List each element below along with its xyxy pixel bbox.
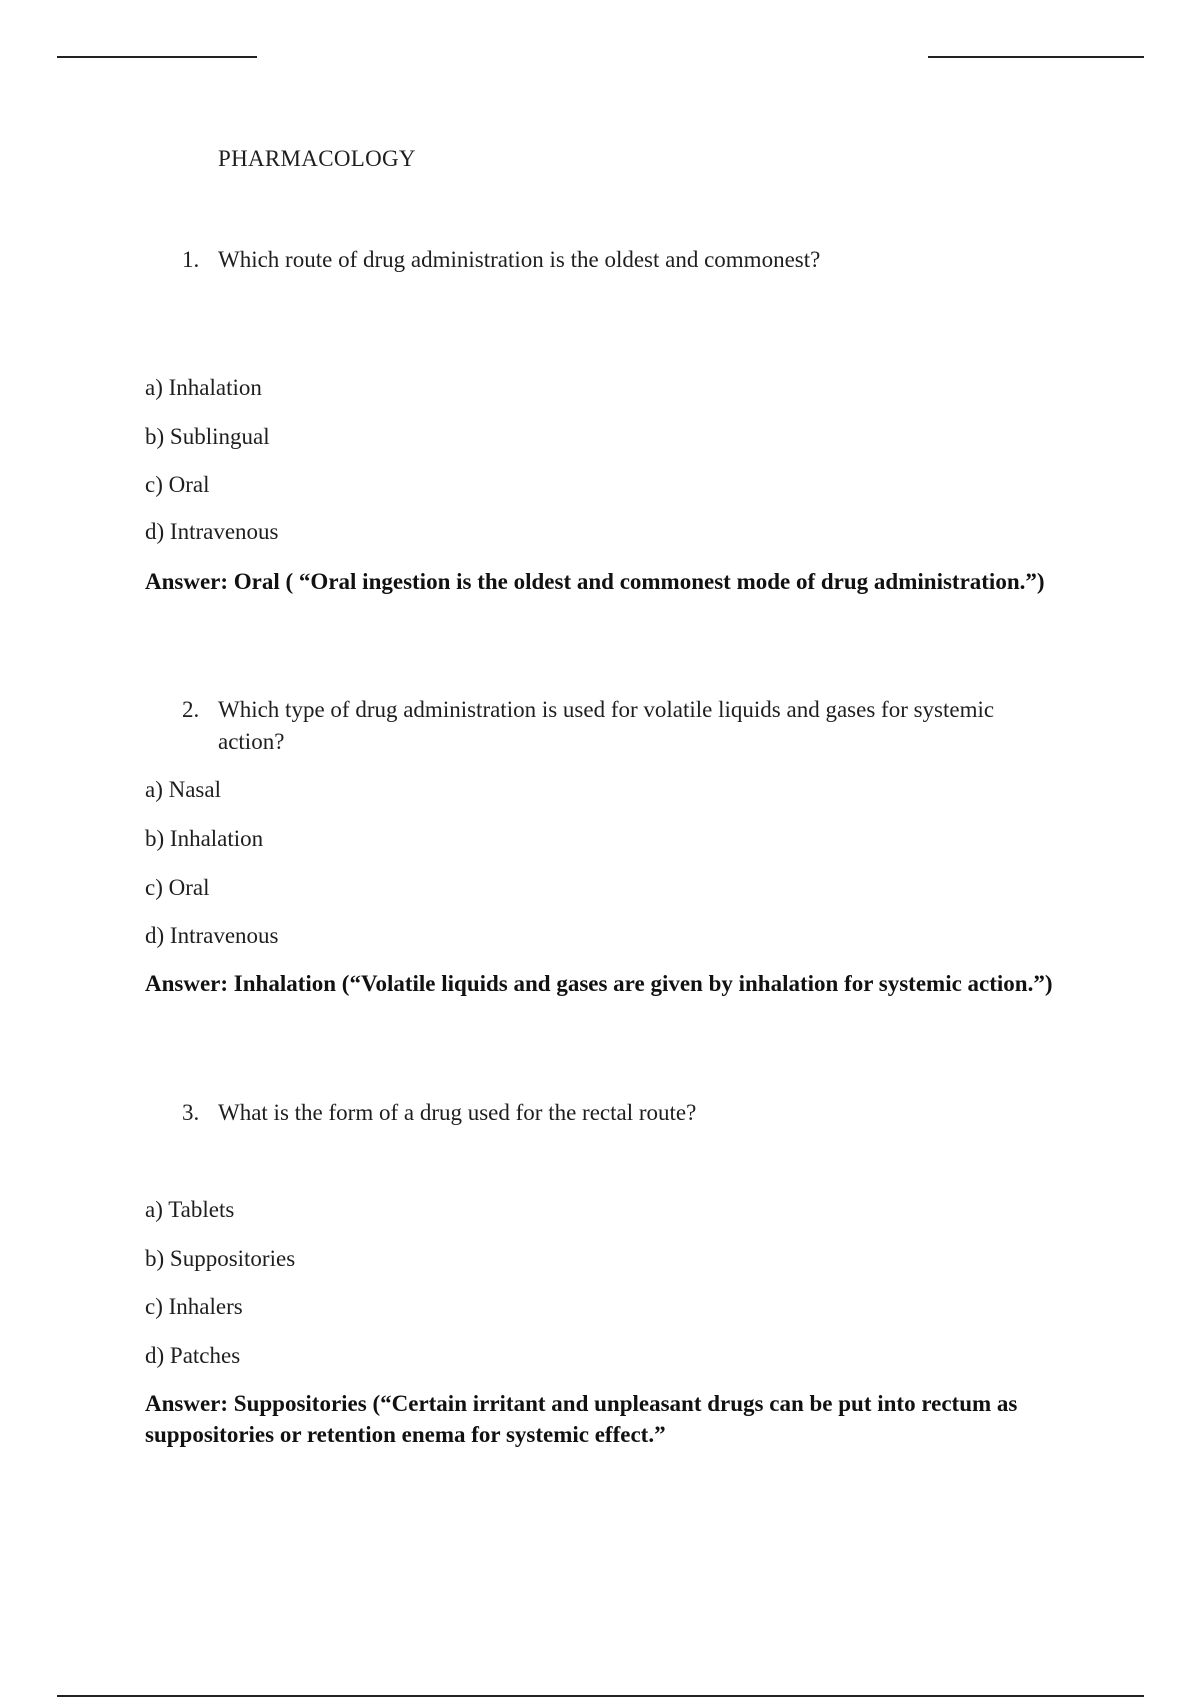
question-1-option-c: c) Oral bbox=[145, 472, 210, 497]
question-3 bbox=[182, 1097, 1062, 1129]
question-3-option-d: d) Patches bbox=[145, 1343, 241, 1368]
header-rule-right bbox=[928, 56, 1144, 58]
question-2-option-b: b) Inhalation bbox=[145, 826, 264, 851]
question-text: Which type of drug administration is used for volatile liquids and gases for systemic action? bbox=[218, 697, 995, 754]
question-2-option-a: a) Nasal bbox=[145, 777, 221, 802]
question-text: Which route of drug administration is the oldest and commonest? bbox=[218, 247, 821, 272]
question-number: 2. bbox=[182, 697, 200, 722]
question-3-option-b: b) Suppositories bbox=[145, 1246, 296, 1271]
question-2 bbox=[182, 694, 1062, 758]
question-2-option-d: d) Intravenous bbox=[145, 923, 279, 948]
question-number: 1. bbox=[182, 247, 200, 272]
question-number: 3. bbox=[182, 1100, 200, 1125]
question-3-answer: Answer: Suppositories (“Certain irritant and unpleasant drugs can be put into rectum as suppositories or retention enema for systemic effect.” bbox=[145, 1391, 1018, 1447]
document-title: PHARMACOLOGY bbox=[218, 146, 416, 171]
footer-rule bbox=[57, 1695, 1144, 1697]
question-2-option-c: c) Oral bbox=[145, 875, 210, 900]
header-rule-left bbox=[57, 56, 257, 58]
question-3-option-a: a) Tablets bbox=[145, 1197, 235, 1222]
question-2-answer: Answer: Inhalation (“Volatile liquids and gases are given by inhalation for systemic action.”) bbox=[145, 971, 1053, 996]
question-1-answer: Answer: Oral ( “Oral ingestion is the oldest and commonest mode of drug administration.”) bbox=[145, 569, 1045, 594]
question-text: What is the form of a drug used for the rectal route? bbox=[218, 1100, 697, 1125]
question-3-option-c: c) Inhalers bbox=[145, 1294, 243, 1319]
question-1-option-d: d) Intravenous bbox=[145, 519, 279, 544]
question-1 bbox=[182, 244, 1062, 276]
question-1-option-b: b) Sublingual bbox=[145, 424, 270, 449]
question-1-option-a: a) Inhalation bbox=[145, 375, 262, 400]
